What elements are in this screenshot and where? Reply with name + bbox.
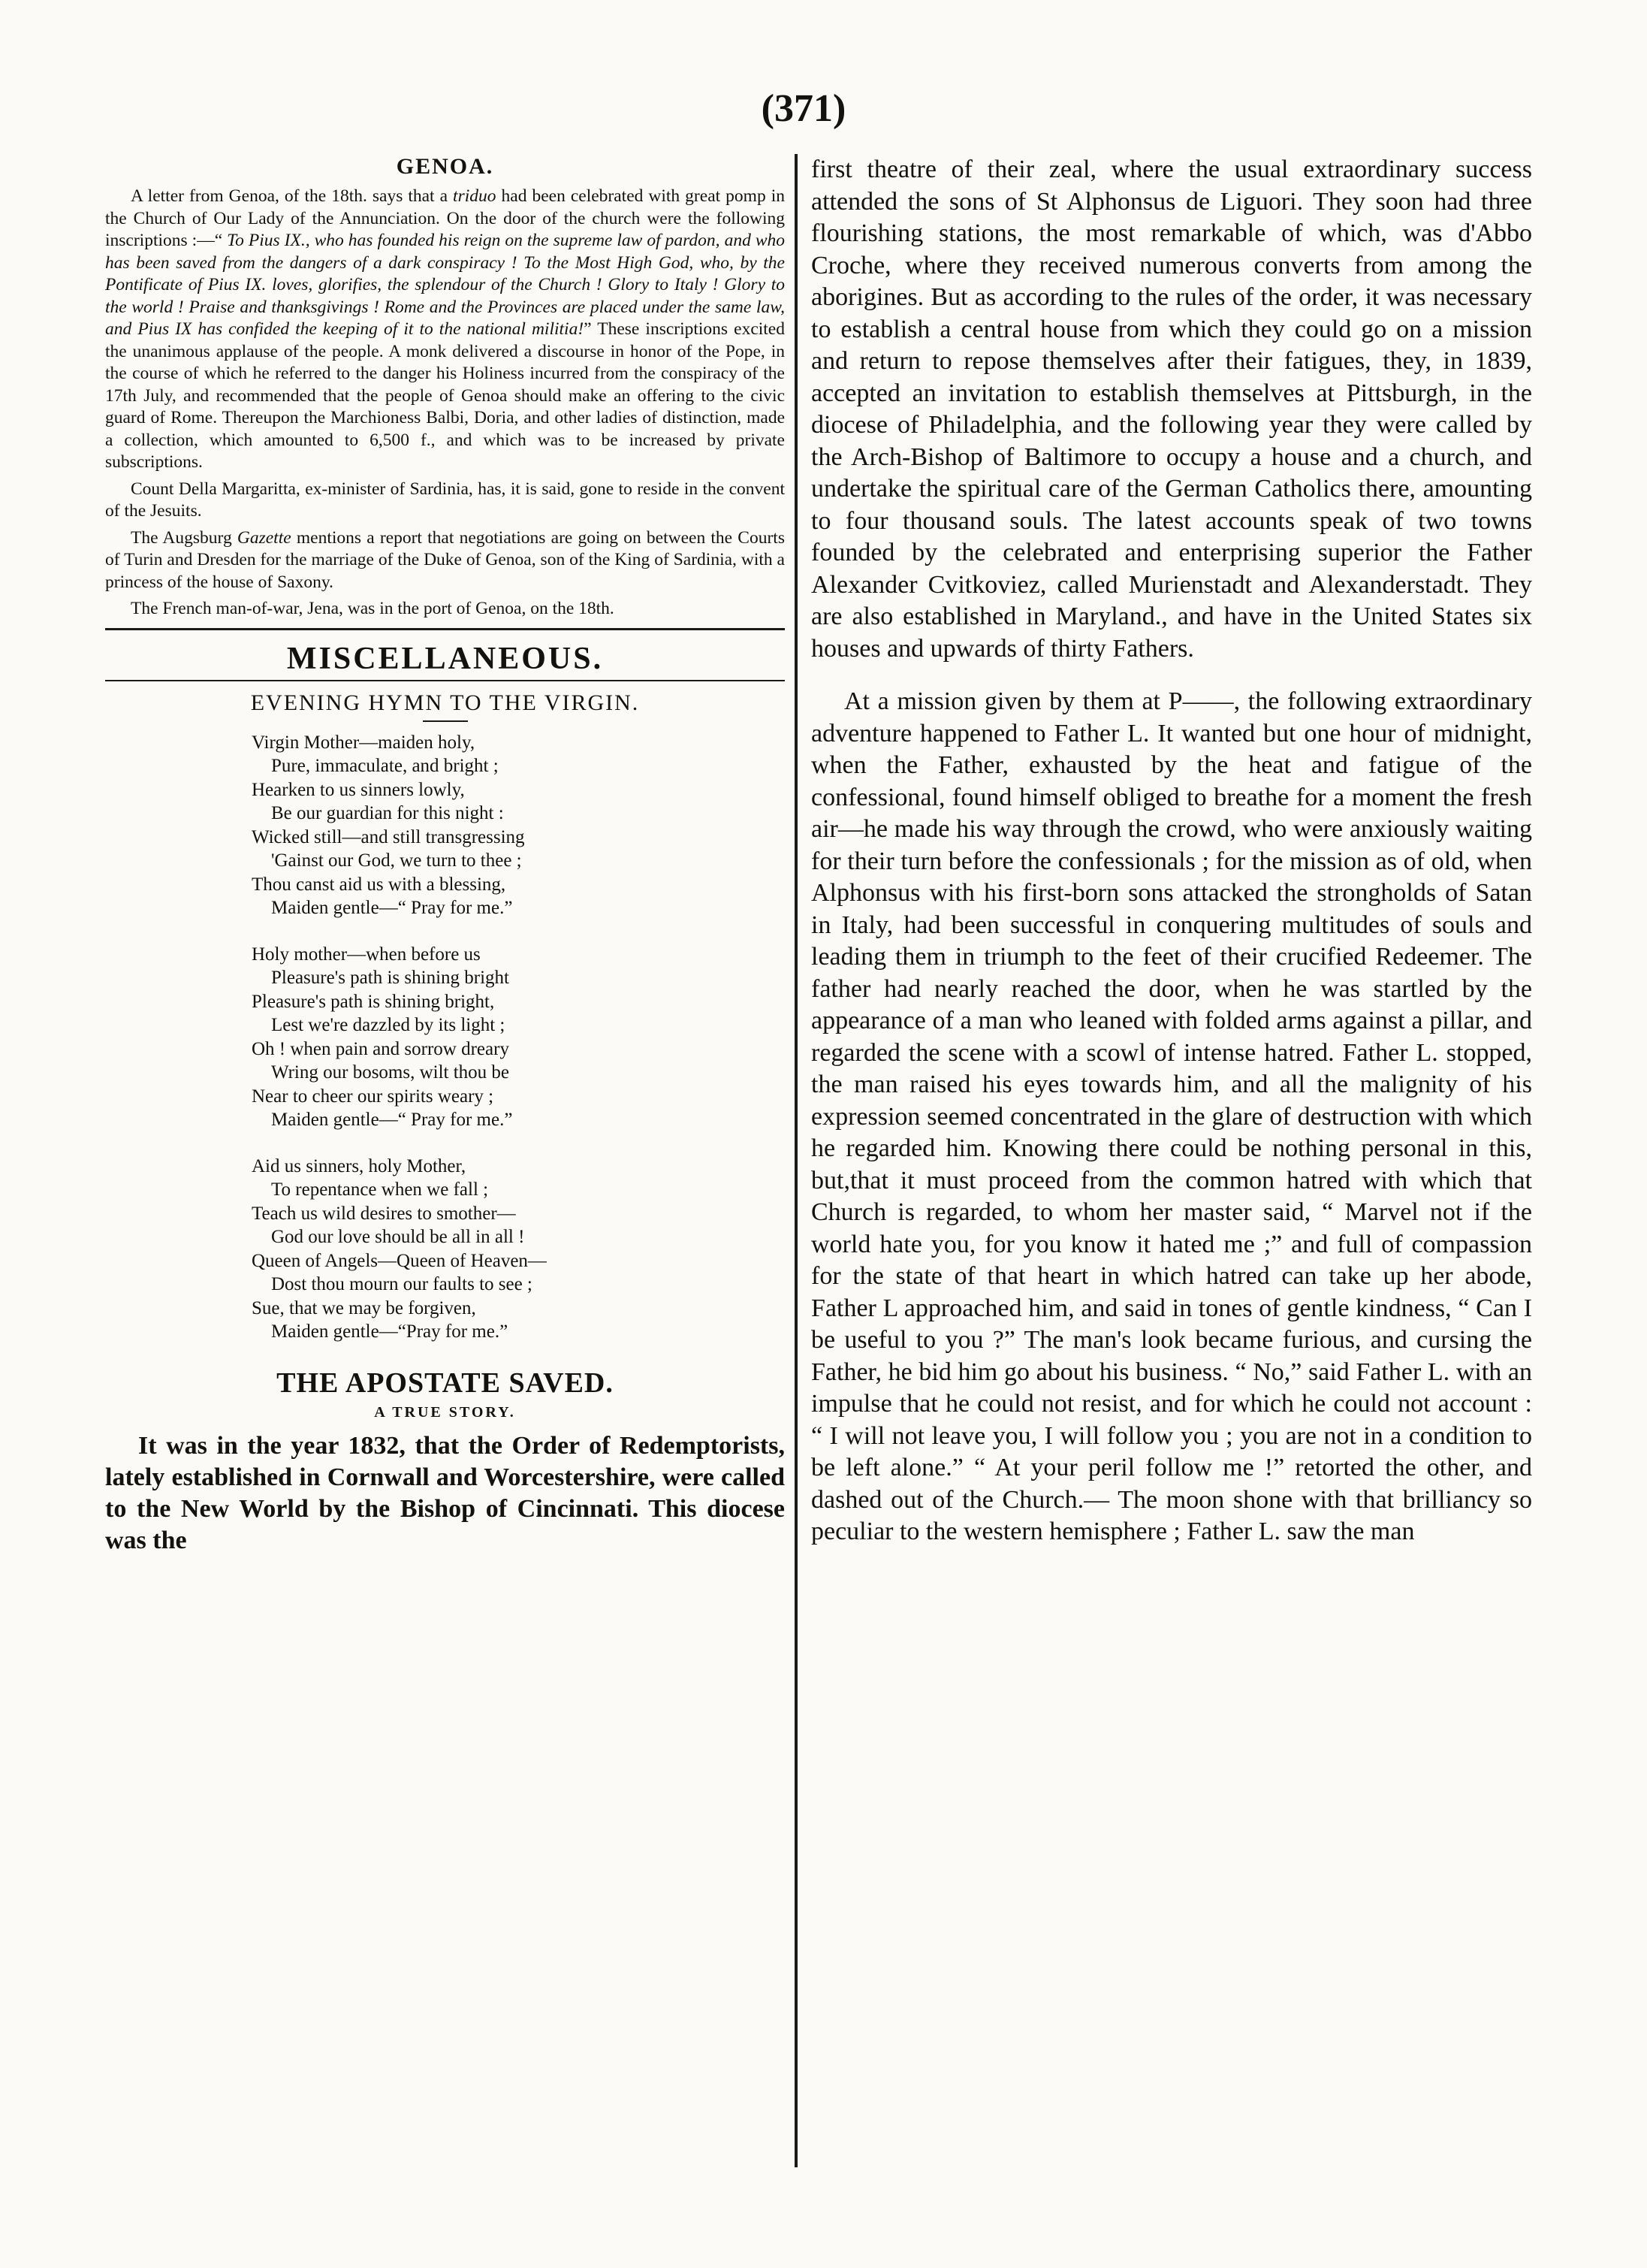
story-opening-paragraph: It was in the year 1832, that the Order of Redemptorists, lately established in Cornwall and Worcestershire, were called to the New World by the Bishop of Cincinnati. This diocese was the (105, 1431, 785, 1554)
miscellaneous-heading: MISCELLANEOUS. (286, 641, 604, 676)
page-number: (371) (761, 87, 846, 130)
genoa-paragraph-4: The French man-of-war, Jena, was in the port of Genoa, on the 18th. (131, 599, 614, 618)
stanza-line: Near to cheer our spirits weary ; (252, 1086, 494, 1107)
genoa-p1-triduo: triduo (453, 186, 496, 206)
stanza-line: Pleasure's path is shining bright, (252, 991, 495, 1012)
stanza-line: Thou canst aid us with a blessing, (252, 874, 506, 895)
genoa-p1-inscriptions: To Pius IX., who has founded his reign on the supreme law of pardon, and who has been saved from the dangers of a dark conspiracy ! To the Most High God, who, by the Pontificate of Pius IX. loves, glorifies, the splendour of the Church ! Glory to Italy ! Glory to the world ! Praise and thanksgivings ! Rome and the Provinces are placed under the same law, and Pius IX has confided the keeping of it to the national militia! (105, 231, 786, 339)
genoa-p1-part-c: ” These inscriptions excited the unanimous applause of the people. A monk delivered a discourse in honor of the Pope, in the course of which he referred to the danger his Holiness incurred from the conspiracy of the 17th July, and recommended that the people of Genoa should make an offering to the civic guard of Rome. Thereupon the Marchioness Balbi, Doria, and other ladies of distinction, made a collection, which amounted to 6,500 f., and which was to be increased by private subscriptions. (105, 319, 785, 472)
story-title: THE APOSTATE SAVED. (276, 1367, 614, 1399)
story-mission-paragraph: At a mission given by them at P——, the following extraordinary adventure happened to Father L. It wanted but one hour of midnight, when the Father, exhausted by the heat and fatigue of the confessional, found himself obliged to breathe for a moment the fresh air—he made his way through the crowd, who were anxiously waiting for their turn before the confessionals ; for the mission as of old, when Alphonsus with his first-born sons attacked the strongholds of Satan in Italy, had been successful in conquering multitudes of souls and leading them in triumph to the feet of their crucified Redeemer. The father had nearly reached the door, when he was startled by the appearance of a man who leaned with folded arms against a pillar, and regarded the scene with a scowl of intense hatred. Father L. stopped, the man raised his eyes towards him, and all the malignity of his expression seemed concentrated in the glare of destruction with which he regarded him. Knowing there could be nothing personal in this, but,that it must proceed from the common hatred with which that Church is regarded, to whom her master said, “ Marvel not if the world hate you, for you know it hated me ;” and full of compassion for the state of that heart in which hatred can take up her abode, Father L approached him, and said in tones of gentle kindness, “ Can I be useful to you ?” The man's look became furious, and cursing the Father, he bid him go about his business. “ No,” said Father L. with an impulse that he could not resist, and for which he could not account : “ I will not leave you, I will follow you ; you are not in a condition to be left alone.” “ At your peril follow me !” retorted the other, and dashed out of the Church.— The moon shone with that brilliancy so peculiar to the western hemisphere ; Father L. saw the man (811, 687, 1532, 1545)
left-column (105, 154, 785, 1557)
hymn-title: EVENING HYMN TO THE VIRGIN. (250, 690, 640, 715)
stanza-line: Hearken to us sinners lowly, (252, 779, 465, 800)
hymn-short-rule (423, 720, 468, 722)
stanza-line: Pleasure's path is shining bright (271, 968, 509, 988)
genoa-p1-part-b: had been celebrated with great pomp in the Church of Our Lady of the Annunciation. On the door of the church were the following inscriptions :—“ (105, 186, 785, 250)
stanza-line: Maiden gentle—“ Pray for me.” (271, 898, 513, 918)
genoa-heading: GENOA. (396, 154, 494, 179)
stanza-line: God our love should be all in all ! (271, 1227, 525, 1247)
genoa-p3-gazette: Gazette (237, 527, 291, 548)
column-divider (795, 154, 798, 2167)
genoa-p3-part-b: mentions a report that negotiations are going on between the Courts of Turin and Dresden for the marriage of the Duke of Genoa, son of the King of Sardinia, with a princess of the house of Saxony. (105, 527, 785, 592)
stanza-line: Wring our bosoms, wilt thou be (271, 1062, 510, 1083)
stanza-line: Lest we're dazzled by its light ; (271, 1015, 505, 1035)
stanza-line: Maiden gentle—“ Pray for me.” (271, 1110, 513, 1130)
stanza-line: Wicked still—and still transgressing (252, 826, 525, 847)
stanza-line: Dost thou mourn our faults to see ; (271, 1274, 532, 1294)
stanza-line: To repentance when we fall ; (271, 1179, 489, 1200)
story-continuation-paragraph: first theatre of their zeal, where the usual extraordinary success attended the sons of St Alphonsus de Liguori. They soon had three flourishing stations, the most remarkable of which, was d'Abbo Croche, where they received numerous converts from among the aborigines. But as according to the rules of the order, it was necessary to establish a central house from which they could go on a mission and return to repose themselves after their fatigues, they, in 1839, accepted an invitation to establish themselves at Pittsburgh, in the diocese of Philadelphia, and the following year they were called by the Arch-Bishop of Baltimore to occupy a house and a church, and undertake the spiritual care of the German Catholics there, amounting to four thousand souls. The latest accounts speak of two towns founded by the celebrated and enterprising superior the Father Alexander Cvitkoviez, called Murienstadt and Alexanderstadt. They are also established in Maryland., and have in the United States six houses and upwards of thirty Fathers. (811, 156, 1532, 663)
stanza-line: Teach us wild desires to smother— (252, 1203, 516, 1224)
stanza-line: 'Gainst our God, we turn to thee ; (271, 850, 522, 871)
genoa-p1-part-a: A letter from Genoa, of the 18th. says that a (131, 186, 454, 206)
hymn-stanza-1 (252, 731, 785, 920)
misc-rule (105, 680, 785, 681)
stanza-line: Sue, that we may be forgiven, (252, 1297, 476, 1318)
genoa-paragraph-3 (105, 527, 785, 594)
stanza-line: Holy mother—when before us (252, 944, 481, 965)
genoa-paragraph-2: Count Della Margaritta, ex-minister of Sardinia, has, it is said, gone to reside in the convent of the Jesuits. (105, 479, 785, 521)
right-column (811, 154, 1532, 1548)
stanza-line: Queen of Angels—Queen of Heaven— (252, 1250, 547, 1271)
section-rule (105, 628, 785, 630)
hymn-stanza-3 (252, 1155, 785, 1344)
story-subtitle: A TRUE STORY. (374, 1403, 516, 1421)
stanza-line: Pure, immaculate, and bright ; (271, 756, 499, 776)
stanza-line: Maiden gentle—“Pray for me.” (271, 1321, 508, 1342)
stanza-line: Virgin Mother—maiden holy, (252, 732, 475, 753)
genoa-paragraph-1 (105, 186, 785, 474)
hymn-stanza-2 (252, 943, 785, 1132)
stanza-line: Be our guardian for this night : (271, 803, 504, 823)
stanza-line: Aid us sinners, holy Mother, (252, 1155, 466, 1176)
genoa-p3-part-a: The Augsburg (131, 527, 237, 548)
stanza-line: Oh ! when pain and sorrow dreary (252, 1038, 509, 1059)
